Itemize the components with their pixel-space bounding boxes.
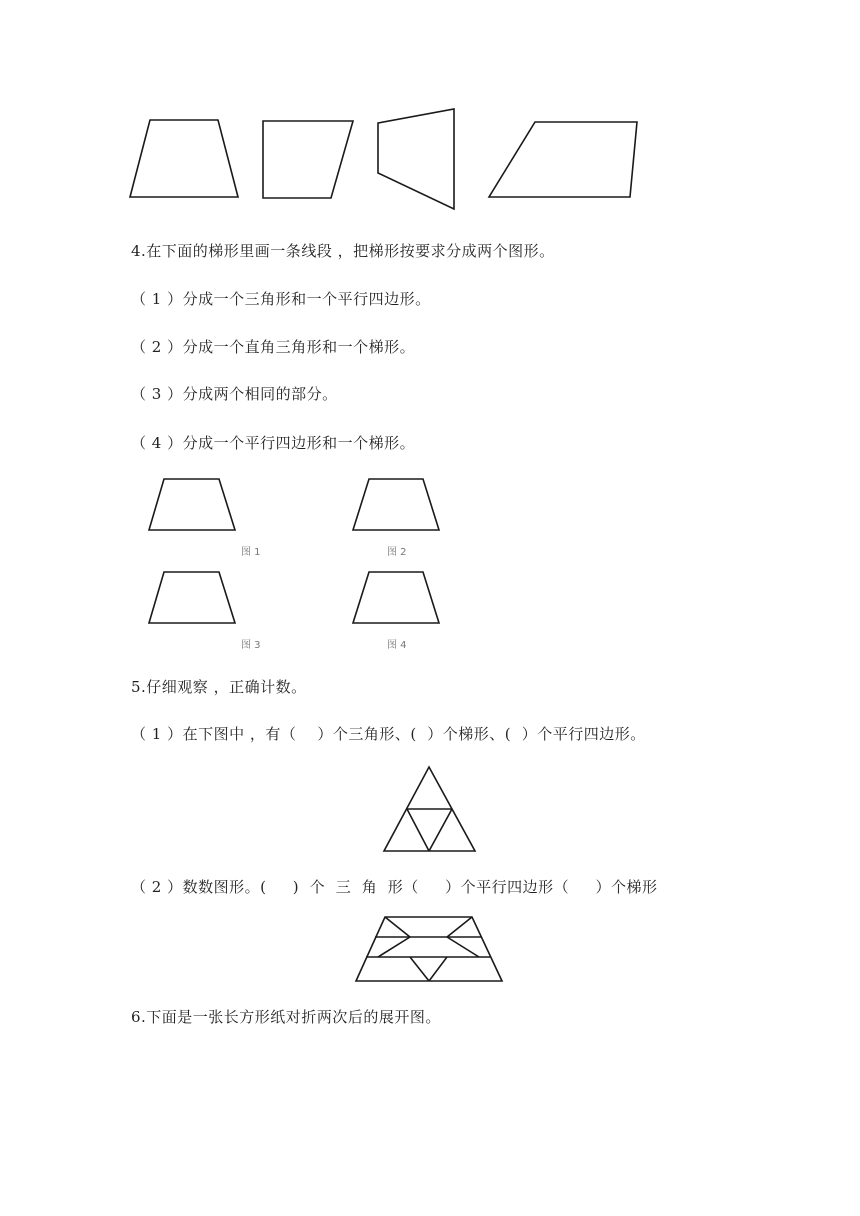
question-5-title: 5.仔细观察 ，正确计数。 (131, 678, 307, 696)
figure-caption-2: 图 2 (387, 547, 407, 558)
question-6-title: 6.下面是一张长方形纸对折两次后的展开图。 (131, 1008, 441, 1026)
question-5-part-2: （ 2 ）数数图形。( ) 个 三 角 形（ ）个平行四边形（ ）个梯形 (131, 878, 658, 896)
question-4-item-3: （ 3 ）分成两个相同的部分。 (131, 385, 338, 403)
question-4-item-1: （ 1 ）分成一个三角形和一个平行四边形。 (131, 290, 431, 308)
figure-caption-1: 图 1 (241, 547, 261, 558)
question-4-title: 4.在下面的梯形里画一条线段 ，把梯形按要求分成两个图形。 (131, 242, 555, 260)
question-4-item-2: （ 2 ）分成一个直角三角形和一个梯形。 (131, 338, 416, 356)
question-5-part-1: （ 1 ）在下图中 ，有（ ）个三角形、( ）个梯形、( ）个平行四边形。 (131, 725, 646, 743)
figure-caption-3: 图 3 (241, 640, 261, 651)
figure-caption-4: 图 4 (387, 640, 407, 651)
question-4-item-4: （ 4 ）分成一个平行四边形和一个梯形。 (131, 434, 416, 452)
